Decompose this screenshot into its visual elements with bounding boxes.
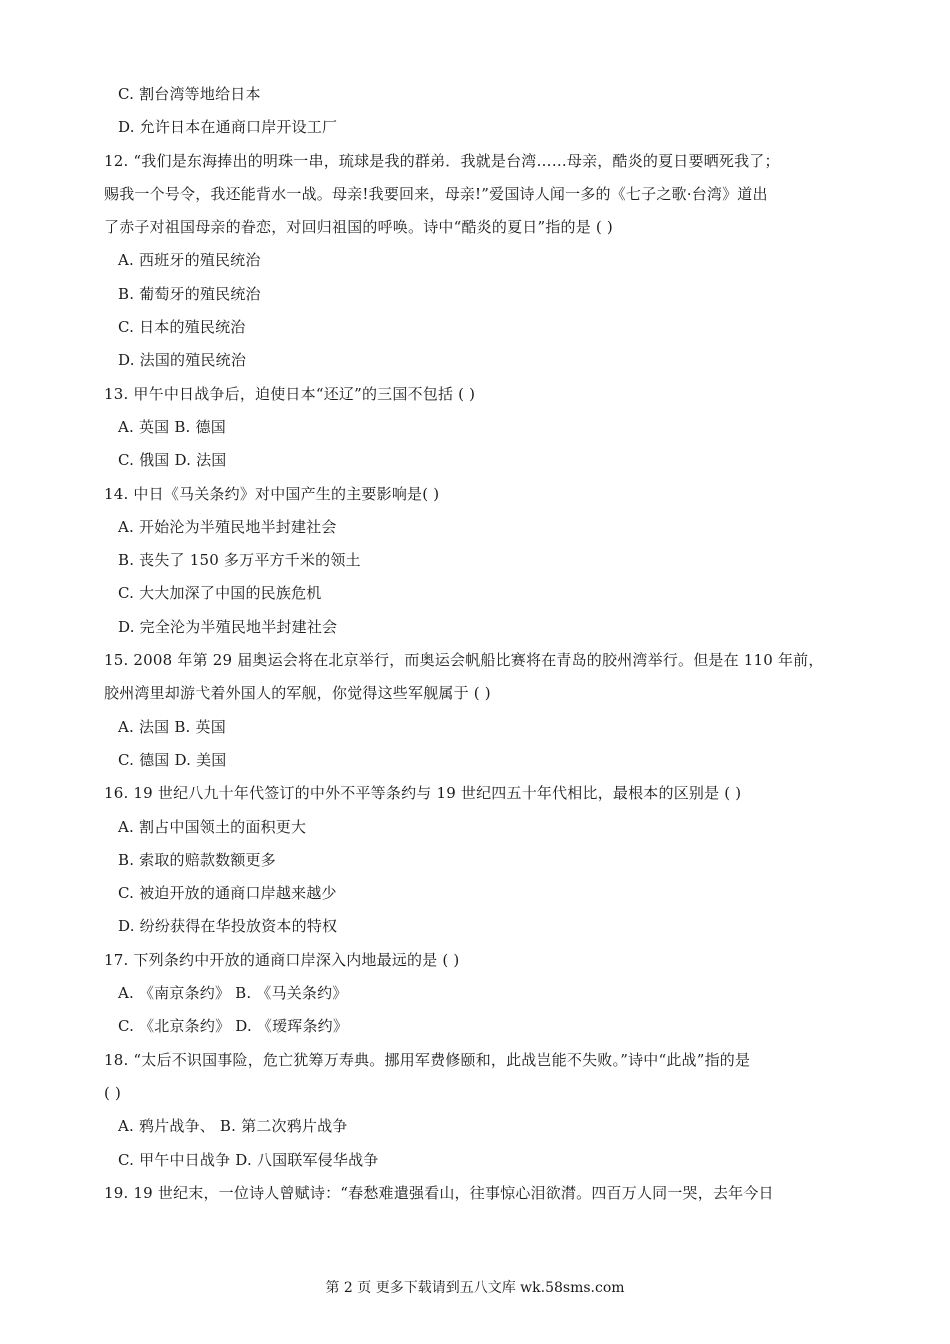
answer-option-line: D. 法国的殖民统治 [118, 351, 247, 370]
question-text-line: 胶州湾里却游弋着外国人的军舰，你觉得这些军舰属于 ( ) [104, 684, 491, 703]
question-text-line: 12. “我们是东海捧出的明珠一串，琉球是我的群弟．我就是台湾……母亲，酷炎的夏日要晒死我了； [104, 151, 780, 170]
question-text-line: 18. “太后不识国事险，危亡犹筹万寿典。挪用军费修颐和，此战岂能不失败。”诗中“此战”指的是 [104, 1050, 751, 1069]
answer-option-line: C. 《北京条约》 D. 《瑷珲条约》 [118, 1017, 349, 1036]
answer-option-line: C. 被迫开放的通商口岸越来越少 [118, 884, 337, 903]
question-text-line: 赐我一个号令，我还能背水一战。母亲!我要回来，母亲!”爱国诗人闻一多的《七子之歌·台湾》道出 [104, 184, 768, 203]
question-text-line: 15. 2008 年第 29 届奥运会将在北京举行，而奥运会帆船比赛将在青岛的胶州湾举行。但是在 110 年前， [104, 651, 824, 670]
answer-option-line: C. 大大加深了中国的民族危机 [118, 584, 322, 603]
answer-option-line: A. 割占中国领土的面积更大 [118, 817, 307, 836]
answer-option-line: C. 德国 D. 美国 [118, 750, 227, 769]
answer-option-line: A. 《南京条约》 B. 《马关条约》 [118, 984, 348, 1003]
answer-option-line: A. 鸦片战争、 B. 第二次鸦片战争 [118, 1117, 348, 1136]
answer-option-line: C. 日本的殖民统治 [118, 318, 246, 337]
answer-option-line: C. 甲午中日战争 D. 八国联军侵华战争 [118, 1150, 379, 1169]
answer-option-line: A. 法国 B. 英国 [118, 717, 226, 736]
question-text-line: 了赤子对祖国母亲的眷恋，对回归祖国的呼唤。诗中“酷炎的夏日”指的是 ( ) [104, 218, 613, 237]
answer-option-line: A. 英国 B. 德国 [118, 417, 226, 436]
answer-option-line: C. 割台湾等地给日本 [118, 85, 261, 103]
question-text-line: 14. 中日《马关条约》对中国产生的主要影响是( ) [104, 484, 440, 503]
answer-option-line: A. 开始沦为半殖民地半封建社会 [118, 517, 337, 536]
question-text-line: 19. 19 世纪末，一位诗人曾赋诗：“春愁难遣强看山，往事惊心泪欲潸。四百万人同一哭，去年今日 [104, 1183, 774, 1202]
exam-content [104, 78, 864, 1210]
answer-option-line: B. 葡萄牙的殖民统治 [118, 284, 261, 303]
answer-option-line: A. 西班牙的殖民统治 [118, 251, 261, 270]
answer-option-line: D. 纷纷获得在华投放资本的特权 [118, 917, 338, 936]
answer-option-line: B. 索取的赔款数额更多 [118, 850, 276, 869]
question-text-line: 17. 下列条约中开放的通商口岸深入内地最远的是 ( ) [104, 950, 460, 969]
question-text-line: 16. 19 世纪八九十年代签订的中外不平等条约与 19 世纪四五十年代相比，最根本的区别是 ( ) [104, 784, 742, 803]
question-text-line: ( ) [104, 1083, 122, 1102]
answer-option-line: B. 丧失了 150 多万平方千米的领土 [118, 551, 361, 570]
answer-option-line: D. 允许日本在通商口岸开设工厂 [118, 118, 338, 137]
answer-option-line: D. 完全沦为半殖民地半封建社会 [118, 617, 338, 636]
answer-option-line: C. 俄国 D. 法国 [118, 451, 227, 470]
page-footer: 第 2 页 更多下载请到五八文库 wk.58sms.com [325, 1280, 625, 1296]
question-text-line: 13. 甲午中日战争后，迫使日本“还辽”的三国不包括 ( ) [104, 384, 476, 403]
